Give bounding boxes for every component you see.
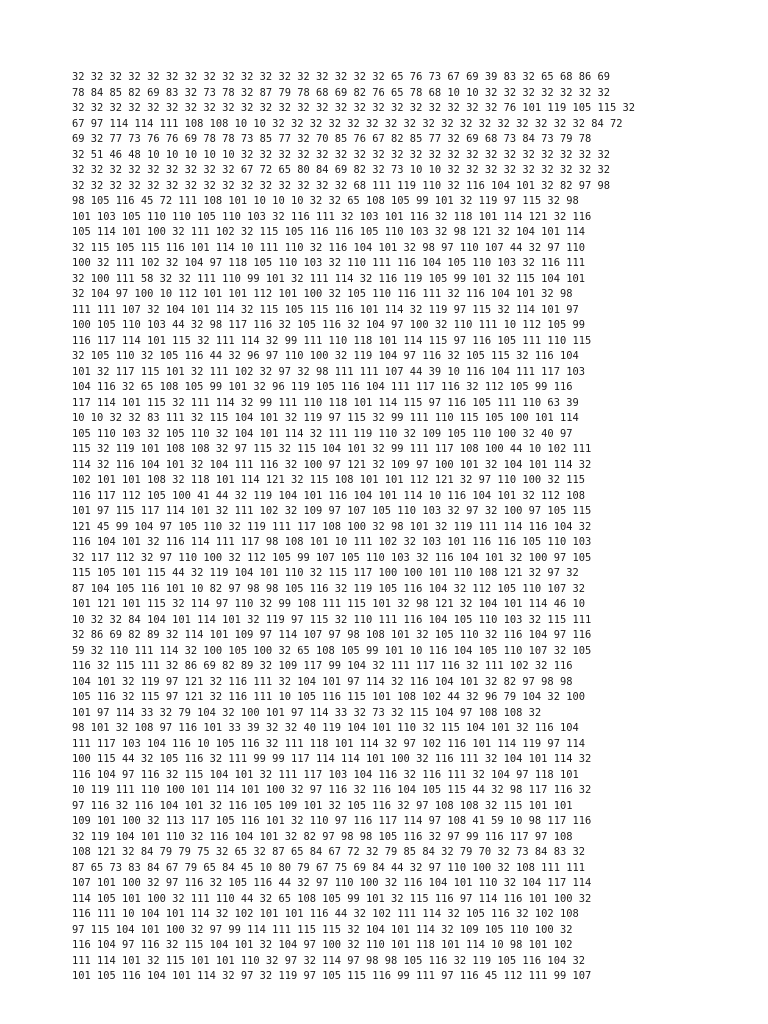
text-line: 97 116 32 116 104 101 32 116 105 109 101 32 105 116 32 97 108 108 32 115 101 101 (72, 799, 573, 812)
text-line: 67 97 114 114 111 108 108 10 10 32 32 32 32 32 32 32 32 32 32 32 32 32 32 32 32 32 84 72 (72, 117, 623, 130)
text-line: 100 32 111 102 32 104 97 118 105 110 103 32 110 111 116 104 105 110 103 32 116 111 (72, 257, 585, 269)
text-line: 102 101 101 108 32 118 101 114 121 32 115 108 101 101 112 121 32 97 110 100 32 115 (72, 474, 585, 486)
text-line: 69 32 77 73 76 76 69 78 78 73 85 77 32 70 85 76 67 82 85 77 32 69 68 73 84 73 79 78 (72, 133, 592, 145)
text-line: 101 32 117 115 101 32 111 102 32 97 32 98 111 111 107 44 39 10 116 104 111 117 103 (72, 365, 585, 378)
text-line: 32 117 112 32 97 110 100 32 112 105 99 107 105 110 103 32 116 104 101 32 100 97 105 (72, 551, 592, 564)
text-line: 111 111 107 32 104 101 114 32 115 105 115 116 101 114 32 119 97 115 32 114 101 97 (72, 303, 579, 316)
text-line: 10 119 111 110 100 101 114 101 100 32 97 116 32 116 104 105 115 44 32 98 117 116 32 (72, 784, 592, 796)
text-line: 114 105 101 100 32 111 110 44 32 65 108 105 99 101 32 115 116 97 114 116 101 100 32 (72, 892, 592, 905)
text-line: 116 111 10 104 101 114 32 102 101 101 116 44 32 102 111 114 32 105 116 32 102 108 (72, 908, 579, 920)
text-line: 116 104 97 116 32 115 104 101 32 111 117 103 104 116 32 116 111 32 104 97 118 101 (72, 768, 579, 781)
text-line: 32 105 110 32 105 116 44 32 96 97 110 100 32 119 104 97 116 32 105 115 32 116 104 (72, 350, 579, 362)
text-line: 59 32 110 111 114 32 100 105 100 32 65 108 105 99 101 10 116 104 105 110 107 32 105 (72, 644, 592, 657)
encoded-text-block (72, 70, 702, 985)
text-line: 32 51 46 48 10 10 10 10 10 32 32 32 32 32 32 32 32 32 32 32 32 32 32 32 32 32 32 32 32 (72, 148, 610, 161)
text-line: 101 121 101 115 32 114 97 110 32 99 108 111 115 101 32 98 121 32 104 101 114 46 10 (72, 598, 585, 610)
text-line: 10 10 32 32 83 111 32 115 104 101 32 119 97 115 32 99 111 110 115 105 100 101 114 (72, 412, 579, 424)
text-line: 98 101 32 108 97 116 101 33 39 32 32 40 119 104 101 110 32 115 104 101 32 116 104 (72, 722, 579, 734)
text-line: 100 105 110 103 44 32 98 117 116 32 105 116 32 104 97 100 32 110 111 10 112 105 99 (72, 319, 585, 331)
text-line: 116 32 115 111 32 86 69 82 89 32 109 117 99 104 32 111 117 116 32 111 102 32 116 (72, 660, 573, 672)
text-line: 109 101 100 32 113 117 105 116 101 32 110 97 116 117 114 97 108 41 59 10 98 117 116 (72, 815, 592, 827)
text-line: 116 117 114 101 115 32 111 114 32 99 111 110 118 101 114 115 97 116 105 111 110 115 (72, 334, 592, 347)
text-line: 116 117 112 105 100 41 44 32 119 104 101 116 104 101 114 10 116 104 101 32 112 108 (72, 489, 585, 502)
text-line: 105 114 101 100 32 111 102 32 115 105 116 116 105 110 103 32 98 121 32 104 101 114 (72, 226, 585, 238)
text-line: 87 104 105 116 101 10 82 97 98 98 105 116 32 119 105 116 104 32 112 105 110 107 32 (72, 582, 585, 595)
text-line: 104 116 32 65 108 105 99 101 32 96 119 105 116 104 111 117 116 32 112 105 99 116 (72, 381, 573, 393)
text-line: 32 100 111 58 32 32 111 110 99 101 32 111 114 32 116 119 105 99 101 32 115 104 101 (72, 272, 585, 285)
text-line: 121 45 99 104 97 105 110 32 119 111 117 108 100 32 98 101 32 119 111 114 116 104 32 (72, 520, 592, 533)
text-line: 105 110 103 32 105 110 32 104 101 114 32 111 119 110 32 109 105 110 100 32 40 97 (72, 427, 573, 440)
text-line: 116 104 101 32 116 114 111 117 98 108 101 10 111 102 32 103 101 116 116 105 110 103 (72, 536, 592, 548)
text-line: 101 105 116 104 101 114 32 97 32 119 97 105 115 116 99 111 97 116 45 112 111 99 107 (72, 970, 592, 982)
text-line: 32 32 32 32 32 32 32 32 32 32 32 32 32 32 32 32 32 32 32 32 32 32 32 76 101 119 105 115 32 (72, 102, 636, 114)
text-line: 32 32 32 32 32 32 32 32 32 32 32 32 32 32 32 68 111 119 110 32 116 104 101 32 82 97 98 (72, 179, 610, 192)
text-line: 78 84 85 82 69 83 32 73 78 32 87 79 78 68 69 82 76 65 78 68 10 10 32 32 32 32 32 32 32 (72, 86, 610, 99)
text-line: 32 119 104 101 110 32 116 104 101 32 82 97 98 98 105 116 32 97 99 116 117 97 108 (72, 830, 573, 843)
text-line: 32 32 32 32 32 32 32 32 32 32 32 32 32 32 32 32 32 65 76 73 67 69 39 83 32 65 68 86 69 (72, 71, 610, 83)
text-line: 10 32 32 84 104 101 114 101 32 119 97 115 32 110 111 116 104 105 110 103 32 115 111 (72, 613, 592, 626)
text-line: 101 97 115 117 114 101 32 111 102 32 109 97 107 105 110 103 32 97 32 100 97 105 115 (72, 505, 592, 517)
text-line: 97 115 104 101 100 32 97 99 114 111 115 115 32 104 101 114 32 109 105 110 100 32 (72, 923, 573, 936)
text-line: 116 104 97 116 32 115 104 101 32 104 97 100 32 110 101 118 101 114 10 98 101 102 (72, 939, 573, 951)
text-line: 108 121 32 84 79 79 75 32 65 32 87 65 84 67 72 32 79 85 84 32 79 70 32 73 84 83 32 (72, 846, 585, 858)
text-line: 100 115 44 32 105 116 32 111 99 99 117 114 114 101 100 32 116 111 32 104 101 114 32 (72, 753, 592, 765)
text-line: 98 105 116 45 72 111 108 101 10 10 10 32 32 65 108 105 99 101 32 119 97 115 32 98 (72, 195, 579, 207)
text-line: 104 101 32 119 97 121 32 116 111 32 104 101 97 114 32 116 104 101 32 82 97 98 98 (72, 675, 573, 688)
text-line: 117 114 101 115 32 111 114 32 99 111 110 118 101 114 115 97 116 105 111 110 63 39 (72, 396, 579, 409)
text-line: 114 32 116 104 101 32 104 111 116 32 100 97 121 32 109 97 100 101 32 104 101 114 32 (72, 458, 592, 471)
text-line: 32 86 69 82 89 32 114 101 109 97 114 107 97 98 108 101 32 105 110 32 116 104 97 116 (72, 629, 592, 641)
text-line: 87 65 73 83 84 67 79 65 84 45 10 80 79 67 75 69 84 44 32 97 110 100 32 108 111 111 (72, 861, 585, 874)
text-line: 101 97 114 33 32 79 104 32 100 101 97 114 33 32 73 32 115 104 97 108 108 32 (72, 706, 542, 719)
text-line: 105 116 32 115 97 121 32 116 111 10 105 116 115 101 108 102 44 32 96 79 104 32 100 (72, 691, 585, 703)
text-line: 101 103 105 110 110 105 110 103 32 116 111 32 103 101 116 32 118 101 114 121 32 116 (72, 210, 592, 223)
text-line: 111 117 103 104 116 10 105 116 32 111 118 101 114 32 97 102 116 101 114 119 97 114 (72, 737, 585, 750)
text-line: 111 114 101 32 115 101 101 110 32 97 32 114 97 98 98 105 116 32 119 105 116 104 32 (72, 954, 585, 967)
text-line: 115 32 119 101 108 108 32 97 115 32 115 104 101 32 99 111 117 108 100 44 10 102 111 (72, 443, 592, 455)
text-line: 32 115 105 115 116 101 114 10 111 110 32 116 104 101 32 98 97 110 107 44 32 97 110 (72, 241, 585, 254)
text-line: 32 32 32 32 32 32 32 32 32 67 72 65 80 84 69 82 32 73 10 10 32 32 32 32 32 32 32 32 32 (72, 164, 610, 176)
text-line: 32 104 97 100 10 112 101 101 112 101 100 32 105 110 116 111 32 116 104 101 32 98 (72, 288, 573, 300)
text-line: 107 101 100 32 97 116 32 105 116 44 32 97 110 100 32 116 104 101 110 32 104 117 114 (72, 877, 592, 889)
text-line: 115 105 101 115 44 32 119 104 101 110 32 115 117 100 100 101 110 108 121 32 97 32 (72, 567, 579, 579)
